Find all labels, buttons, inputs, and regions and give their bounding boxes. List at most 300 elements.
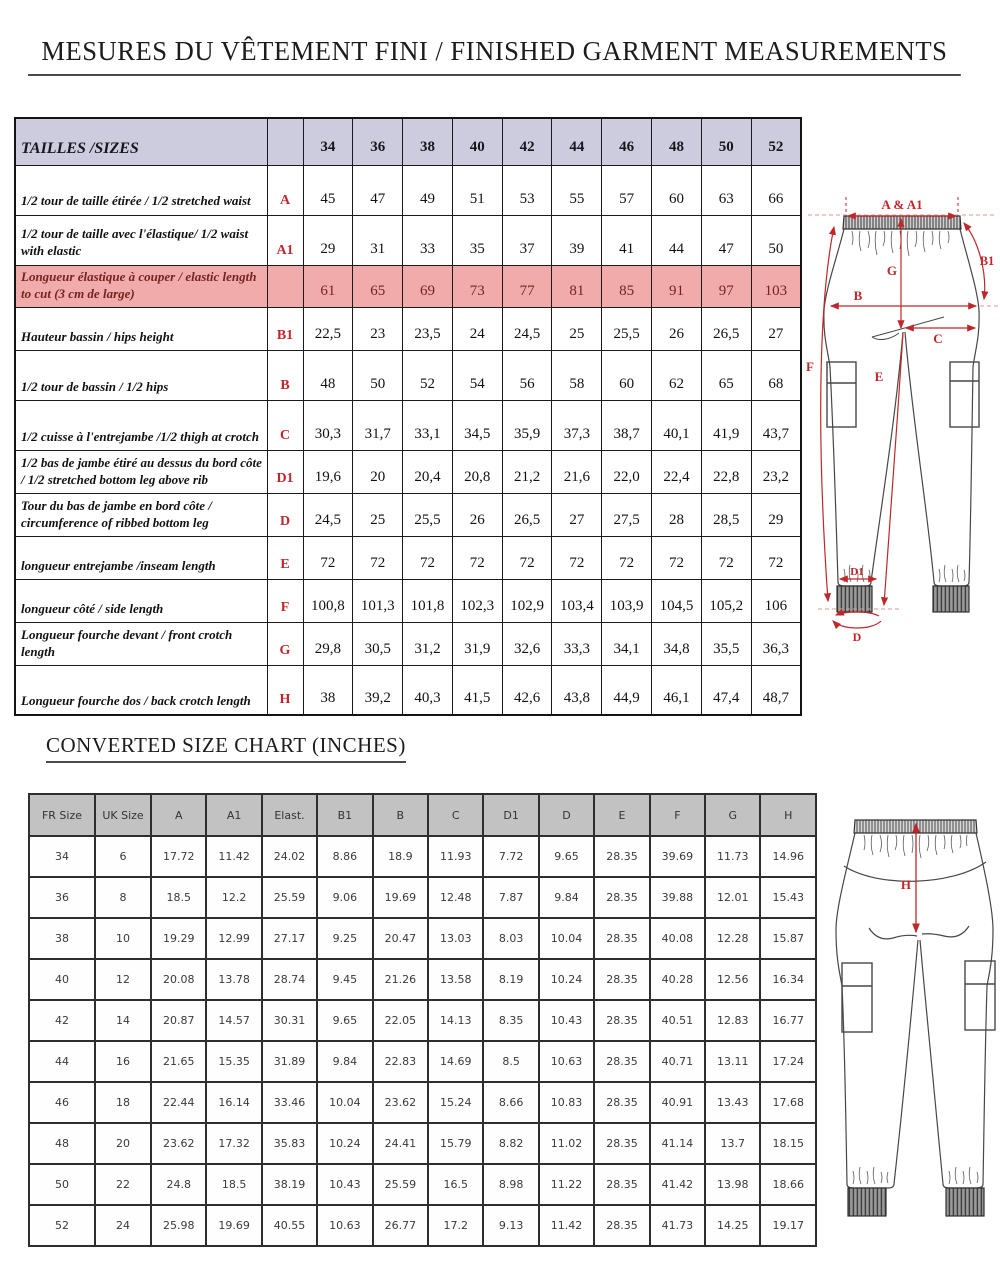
measurement-value: 44,9 (602, 665, 652, 715)
converted-size-value: 20 (95, 1123, 151, 1164)
converted-size-value: 21.65 (151, 1041, 206, 1082)
converted-size-value: 23.62 (151, 1123, 206, 1164)
converted-size-value: 9.84 (539, 877, 594, 918)
measurement-value: 28,5 (701, 493, 751, 536)
converted-column-header: B (373, 794, 428, 836)
measurement-row (15, 350, 801, 400)
measurement-value: 72 (602, 536, 652, 579)
converted-column-header: A (151, 794, 206, 836)
measurement-letter: A (267, 165, 303, 215)
converted-size-value: 15.43 (760, 877, 816, 918)
measurement-value: 32,6 (502, 622, 552, 665)
converted-size-value: 10.43 (317, 1164, 372, 1205)
measurement-value: 85 (602, 265, 652, 307)
converted-size-value: 11.93 (428, 836, 483, 877)
size-column-header: 44 (552, 118, 602, 165)
converted-size-value: 44 (29, 1041, 95, 1082)
measurement-value: 50 (751, 215, 801, 265)
measurement-value: 31 (353, 215, 403, 265)
converted-size-value: 16 (95, 1041, 151, 1082)
converted-size-value: 25.59 (262, 877, 317, 918)
finished-garment-table (14, 117, 802, 716)
converted-size-value: 10 (95, 918, 151, 959)
converted-size-value: 28.35 (594, 1000, 649, 1041)
converted-size-value: 41.14 (650, 1123, 705, 1164)
converted-size-value: 15.24 (428, 1082, 483, 1123)
converted-size-value: 31.89 (262, 1041, 317, 1082)
converted-size-value: 35.83 (262, 1123, 317, 1164)
measurement-row (15, 400, 801, 450)
converted-size-value: 19.29 (151, 918, 206, 959)
measurement-value: 49 (403, 165, 453, 215)
measurement-value: 58 (552, 350, 602, 400)
measurement-value: 28 (652, 493, 702, 536)
converted-column-header: Elast. (262, 794, 317, 836)
converted-size-row (29, 1082, 816, 1123)
converted-size-value: 19.69 (206, 1205, 261, 1246)
converted-size-value: 28.35 (594, 1082, 649, 1123)
converted-size-value: 8.35 (483, 1000, 538, 1041)
converted-size-value: 19.69 (373, 877, 428, 918)
converted-size-value: 9.06 (317, 877, 372, 918)
waist-label: A & A1 (881, 197, 923, 212)
converted-size-value: 17.2 (428, 1205, 483, 1246)
size-column-header: 52 (751, 118, 801, 165)
measurement-value: 25,5 (602, 307, 652, 350)
stretched-leg-label: D1 (850, 566, 864, 578)
measurement-value: 39,2 (353, 665, 403, 715)
converted-header-row (29, 794, 816, 836)
converted-size-value: 24.8 (151, 1164, 206, 1205)
measurement-value: 72 (751, 536, 801, 579)
converted-size-value: 11.42 (206, 836, 261, 877)
measurement-letter: B1 (267, 307, 303, 350)
measurement-value: 106 (751, 579, 801, 622)
converted-size-value: 40.51 (650, 1000, 705, 1041)
converted-size-value: 15.35 (206, 1041, 261, 1082)
converted-size-value: 7.87 (483, 877, 538, 918)
converted-column-header: H (760, 794, 816, 836)
converted-size-value: 11.22 (539, 1164, 594, 1205)
measurement-value: 31,9 (452, 622, 502, 665)
converted-size-value: 8.98 (483, 1164, 538, 1205)
converted-size-table-header (29, 794, 816, 836)
converted-size-value: 50 (29, 1164, 95, 1205)
converted-size-value: 9.84 (317, 1041, 372, 1082)
converted-size-value: 18.5 (151, 877, 206, 918)
measurement-value: 72 (303, 536, 353, 579)
converted-size-value: 17.72 (151, 836, 206, 877)
converted-size-value: 9.65 (539, 836, 594, 877)
measurement-value: 41,9 (701, 400, 751, 450)
converted-size-value: 39.88 (650, 877, 705, 918)
converted-size-value: 13.43 (705, 1082, 760, 1123)
converted-size-row (29, 1041, 816, 1082)
measurement-value: 34,1 (602, 622, 652, 665)
size-column-header: 48 (652, 118, 702, 165)
back-ribbed-cuffs (848, 1188, 984, 1216)
measurement-value: 55 (552, 165, 602, 215)
measurement-row (15, 215, 801, 265)
measurement-value: 102,3 (452, 579, 502, 622)
page-title: MESURES DU VÊTEMENT FINI / FINISHED GARMENT MEASUREMENTS (28, 36, 961, 76)
converted-size-value: 8.5 (483, 1041, 538, 1082)
measurement-letter: H (267, 665, 303, 715)
converted-size-value: 46 (29, 1082, 95, 1123)
converted-size-value: 40.71 (650, 1041, 705, 1082)
converted-size-value: 14.57 (206, 1000, 261, 1041)
converted-size-value: 19.17 (760, 1205, 816, 1246)
measurement-value: 34,8 (652, 622, 702, 665)
measurement-label: 1/2 cuisse à l'entrejambe /1/2 thigh at crotch (15, 400, 267, 450)
converted-size-value: 39.69 (650, 836, 705, 877)
front-waistband (843, 216, 961, 229)
back-pants-diagram (820, 800, 1000, 1276)
measurement-value: 104,5 (652, 579, 702, 622)
measurement-value: 26,5 (701, 307, 751, 350)
measurement-value: 46,1 (652, 665, 702, 715)
converted-size-value: 18.66 (760, 1164, 816, 1205)
converted-size-value: 17.32 (206, 1123, 261, 1164)
converted-size-value: 28.35 (594, 1205, 649, 1246)
converted-size-value: 38.19 (262, 1164, 317, 1205)
measurement-value: 23,5 (403, 307, 453, 350)
measurement-label: 1/2 bas de jambe étiré au dessus du bord côte / 1/2 stretched bottom leg above rib (15, 450, 267, 493)
measurement-value: 40,1 (652, 400, 702, 450)
measurement-value: 48 (303, 350, 353, 400)
converted-size-row (29, 877, 816, 918)
measurement-value: 47,4 (701, 665, 751, 715)
finished-garment-header-row (15, 118, 801, 165)
measurement-value: 77 (502, 265, 552, 307)
converted-size-value: 9.45 (317, 959, 372, 1000)
converted-size-row (29, 1000, 816, 1041)
measurement-letter: E (267, 536, 303, 579)
measurement-value: 35 (452, 215, 502, 265)
measurement-row (15, 665, 801, 715)
converted-size-row (29, 918, 816, 959)
measurement-letter: C (267, 400, 303, 450)
measurement-value: 27 (751, 307, 801, 350)
measurement-value: 81 (552, 265, 602, 307)
measurement-letter: A1 (267, 215, 303, 265)
converted-size-value: 20.08 (151, 959, 206, 1000)
converted-size-value: 14.13 (428, 1000, 483, 1041)
measurement-value: 31,7 (353, 400, 403, 450)
measurement-value: 24,5 (502, 307, 552, 350)
measurement-value: 47 (353, 165, 403, 215)
converted-size-value: 25.98 (151, 1205, 206, 1246)
converted-size-value: 40 (29, 959, 95, 1000)
converted-size-value: 11.42 (539, 1205, 594, 1246)
measurement-value: 69 (403, 265, 453, 307)
converted-size-value: 9.25 (317, 918, 372, 959)
measurement-value: 101,8 (403, 579, 453, 622)
converted-size-value: 8.82 (483, 1123, 538, 1164)
converted-size-value: 14.96 (760, 836, 816, 877)
size-column-header: 50 (701, 118, 751, 165)
measurement-value: 72 (353, 536, 403, 579)
converted-chart-title: CONVERTED SIZE CHART (INCHES) (46, 733, 406, 763)
measurement-row (15, 536, 801, 579)
measurement-value: 31,2 (403, 622, 453, 665)
measurement-value: 21,6 (552, 450, 602, 493)
converted-size-row (29, 1205, 816, 1246)
finished-garment-table-body (15, 165, 801, 715)
converted-size-value: 18.9 (373, 836, 428, 877)
measurement-value: 19,6 (303, 450, 353, 493)
converted-size-row (29, 1164, 816, 1205)
measurement-value: 22,5 (303, 307, 353, 350)
converted-size-value: 13.98 (705, 1164, 760, 1205)
measurement-label: Longueur fourche devant / front crotch length (15, 622, 267, 665)
converted-size-value: 12.48 (428, 877, 483, 918)
measurement-value: 30,3 (303, 400, 353, 450)
converted-size-value: 22.83 (373, 1041, 428, 1082)
converted-size-value: 21.26 (373, 959, 428, 1000)
converted-size-value: 16.34 (760, 959, 816, 1000)
measurement-value: 45 (303, 165, 353, 215)
sizes-header-label: TAILLES /SIZES (15, 118, 267, 165)
converted-size-value: 10.04 (539, 918, 594, 959)
converted-size-value: 28.35 (594, 918, 649, 959)
measurement-letter (267, 265, 303, 307)
measurement-letter: G (267, 622, 303, 665)
measurement-value: 26,5 (502, 493, 552, 536)
measurement-value: 20,8 (452, 450, 502, 493)
measurement-row (15, 622, 801, 665)
measurement-row (15, 579, 801, 622)
converted-column-header: C (428, 794, 483, 836)
measurement-label: 1/2 tour de bassin / 1/2 hips (15, 350, 267, 400)
measurement-value: 37,3 (552, 400, 602, 450)
size-column-header: 36 (353, 118, 403, 165)
measurement-value: 101,3 (353, 579, 403, 622)
converted-size-value: 13.58 (428, 959, 483, 1000)
converted-size-value: 12.2 (206, 877, 261, 918)
converted-size-value: 9.65 (317, 1000, 372, 1041)
measurement-label: Longueur élastique à couper / elastic length to cut (3 cm de large) (15, 265, 267, 307)
measurement-row (15, 450, 801, 493)
measurement-value: 40,3 (403, 665, 453, 715)
converted-size-row (29, 959, 816, 1000)
hip-height-label: B1 (979, 254, 995, 268)
converted-size-value: 33.46 (262, 1082, 317, 1123)
measurement-value: 21,2 (502, 450, 552, 493)
converted-size-table (28, 793, 817, 1247)
measurement-value: 48,7 (751, 665, 801, 715)
measurement-value: 102,9 (502, 579, 552, 622)
converted-size-value: 13.78 (206, 959, 261, 1000)
measurement-value: 29,8 (303, 622, 353, 665)
converted-size-value: 10.83 (539, 1082, 594, 1123)
back-cuff-gathers (853, 1167, 978, 1184)
converted-size-value: 27.17 (262, 918, 317, 959)
measurement-value: 103,9 (602, 579, 652, 622)
measurement-value: 33 (403, 215, 453, 265)
converted-column-header: D1 (483, 794, 538, 836)
measurement-value: 35,9 (502, 400, 552, 450)
measurement-value: 26 (452, 493, 502, 536)
measurement-value: 20,4 (403, 450, 453, 493)
measurement-value: 39 (552, 215, 602, 265)
converted-size-value: 28.35 (594, 959, 649, 1000)
measurement-label: longueur côté / side length (15, 579, 267, 622)
converted-size-row (29, 836, 816, 877)
measurement-value: 20 (353, 450, 403, 493)
measurement-value: 22,8 (701, 450, 751, 493)
converted-size-value: 8 (95, 877, 151, 918)
measurement-value: 91 (652, 265, 702, 307)
converted-size-value: 24.02 (262, 836, 317, 877)
measurement-value: 68 (751, 350, 801, 400)
front-crotch-label: G (886, 263, 897, 278)
converted-size-value: 10.04 (317, 1082, 372, 1123)
converted-size-value: 7.72 (483, 836, 538, 877)
measurement-label: Longueur fourche dos / back crotch length (15, 665, 267, 715)
converted-size-value: 28.35 (594, 1041, 649, 1082)
converted-size-value: 38 (29, 918, 95, 959)
front-pants-diagram (800, 185, 1000, 675)
measurement-value: 72 (403, 536, 453, 579)
converted-size-value: 22.05 (373, 1000, 428, 1041)
measurement-value: 33,3 (552, 622, 602, 665)
measurement-label: 1/2 tour de taille avec l'élastique/ 1/2 waist with elastic (15, 215, 267, 265)
inseam-label: E (874, 369, 884, 384)
converted-size-value: 9.13 (483, 1205, 538, 1246)
measurement-value: 103,4 (552, 579, 602, 622)
measurement-value: 62 (652, 350, 702, 400)
converted-size-value: 23.62 (373, 1082, 428, 1123)
measurement-value: 30,5 (353, 622, 403, 665)
converted-size-value: 11.73 (705, 836, 760, 877)
size-column-header: 46 (602, 118, 652, 165)
measurement-value: 38 (303, 665, 353, 715)
measurement-value: 42,6 (502, 665, 552, 715)
measurement-value: 60 (652, 165, 702, 215)
converted-size-value: 52 (29, 1205, 95, 1246)
converted-size-value: 12.99 (206, 918, 261, 959)
converted-size-value: 8.03 (483, 918, 538, 959)
front-ribbed-cuffs (837, 586, 969, 612)
converted-size-value: 41.73 (650, 1205, 705, 1246)
converted-column-header: FR Size (29, 794, 95, 836)
measurement-value: 103 (751, 265, 801, 307)
converted-size-value: 28.35 (594, 836, 649, 877)
thigh-label: C (933, 331, 943, 346)
side-length-label: F (806, 359, 814, 374)
measurement-row (15, 493, 801, 536)
converted-size-value: 22.44 (151, 1082, 206, 1123)
measurement-value: 26 (652, 307, 702, 350)
converted-size-value: 10.63 (539, 1041, 594, 1082)
measurement-value: 105,2 (701, 579, 751, 622)
measurement-value: 33,1 (403, 400, 453, 450)
converted-size-value: 8.19 (483, 959, 538, 1000)
converted-size-value: 10.24 (539, 959, 594, 1000)
hip-label: B (853, 288, 863, 303)
converted-size-value: 25.59 (373, 1164, 428, 1205)
measurement-value: 41 (602, 215, 652, 265)
measurement-value: 34,5 (452, 400, 502, 450)
letter-column-header (267, 118, 303, 165)
measurement-value: 61 (303, 265, 353, 307)
converted-size-value: 24 (95, 1205, 151, 1246)
measurement-value: 66 (751, 165, 801, 215)
converted-size-value: 12.83 (705, 1000, 760, 1041)
measurement-value: 38,7 (602, 400, 652, 450)
converted-size-value: 40.08 (650, 918, 705, 959)
measurement-value: 54 (452, 350, 502, 400)
converted-size-value: 8.66 (483, 1082, 538, 1123)
size-column-header: 40 (452, 118, 502, 165)
converted-size-value: 40.55 (262, 1205, 317, 1246)
converted-size-value: 17.24 (760, 1041, 816, 1082)
measurement-value: 72 (502, 536, 552, 579)
converted-size-value: 40.28 (650, 959, 705, 1000)
measurement-value: 65 (701, 350, 751, 400)
size-column-header: 38 (403, 118, 453, 165)
converted-column-header: UK Size (95, 794, 151, 836)
measurement-value: 25 (353, 493, 403, 536)
converted-size-value: 10.63 (317, 1205, 372, 1246)
measurement-value: 47 (701, 215, 751, 265)
converted-size-value: 28.35 (594, 877, 649, 918)
converted-size-value: 41.42 (650, 1164, 705, 1205)
converted-size-value: 16.5 (428, 1164, 483, 1205)
converted-size-value: 13.03 (428, 918, 483, 959)
back-crotch-label: H (900, 877, 911, 892)
converted-size-value: 28.35 (594, 1164, 649, 1205)
measurement-value: 36,3 (751, 622, 801, 665)
converted-size-value: 15.79 (428, 1123, 483, 1164)
converted-size-value: 10.43 (539, 1000, 594, 1041)
measurement-row (15, 165, 801, 215)
measurement-value: 72 (701, 536, 751, 579)
converted-size-value: 12.28 (705, 918, 760, 959)
measurement-label: longueur entrejambe /inseam length (15, 536, 267, 579)
measurement-row (15, 265, 801, 307)
converted-size-value: 30.31 (262, 1000, 317, 1041)
converted-size-value: 10.24 (317, 1123, 372, 1164)
converted-size-value: 13.7 (705, 1123, 760, 1164)
converted-size-value: 28.74 (262, 959, 317, 1000)
converted-size-value: 14.25 (705, 1205, 760, 1246)
measurement-value: 60 (602, 350, 652, 400)
converted-size-value: 26.77 (373, 1205, 428, 1246)
ribbed-leg-label: D (852, 630, 862, 644)
converted-size-value: 14.69 (428, 1041, 483, 1082)
measurement-value: 97 (701, 265, 751, 307)
converted-column-header: F (650, 794, 705, 836)
converted-size-value: 13.11 (705, 1041, 760, 1082)
measurement-letter: B (267, 350, 303, 400)
converted-size-value: 18.5 (206, 1164, 261, 1205)
converted-size-table-body (29, 836, 816, 1246)
measurement-value: 22,4 (652, 450, 702, 493)
converted-size-value: 20.47 (373, 918, 428, 959)
measurement-value: 41,5 (452, 665, 502, 715)
converted-size-value: 22 (95, 1164, 151, 1205)
measurement-label: Hauteur bassin / hips height (15, 307, 267, 350)
measurement-value: 43,8 (552, 665, 602, 715)
converted-size-value: 14 (95, 1000, 151, 1041)
measurement-value: 24,5 (303, 493, 353, 536)
measurement-letter: D (267, 493, 303, 536)
finished-garment-table-header (15, 118, 801, 165)
measurement-letter: F (267, 579, 303, 622)
converted-column-header: G (705, 794, 760, 836)
